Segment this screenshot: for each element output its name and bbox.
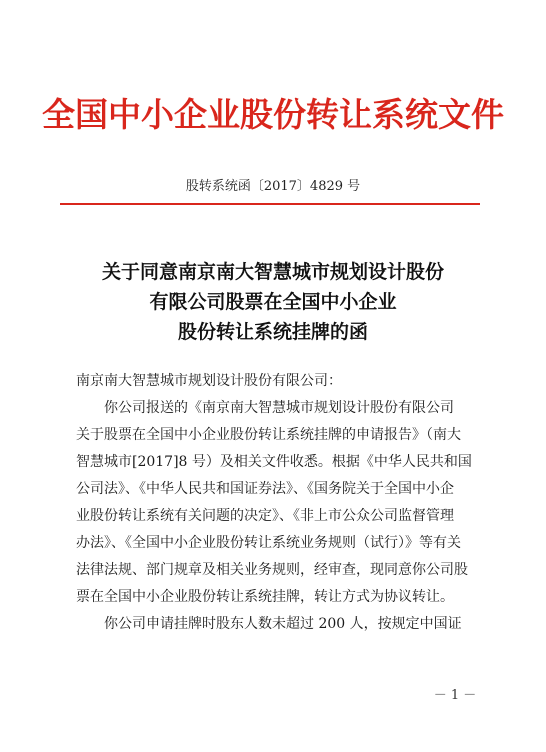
red-separator-line (60, 203, 480, 205)
letter-body (76, 368, 478, 638)
salutation (76, 368, 478, 395)
document-number: 股转系统函〔2017〕4829 号 (185, 179, 361, 194)
masthead-title: 全国中小企业股份转让系统文件 (42, 95, 504, 134)
paragraph-1-line: 业股份转让系统有关问题的决定》、《非上市公众公司监督管理 (76, 508, 454, 524)
paragraph-1-line: 你公司报送的《南京南大智慧城市规划设计股份有限公司 (104, 400, 454, 416)
salutation-text: 南京南大智慧城市规划设计股份有限公司： (76, 373, 342, 389)
letter-title-line-2: 有限公司股票在全国中小企业 (149, 291, 397, 313)
paragraph-1 (76, 395, 478, 611)
paragraph-1-line: 票在全国中小企业股份转让系统挂牌，转让方式为协议转让。 (76, 589, 454, 605)
page-number: － 1 － (433, 688, 477, 703)
paragraph-2-line: 你公司申请挂牌时股东人数未超过 200 人，按规定中国证 (104, 616, 462, 632)
paragraph-1-line: 法律法规、部门规章及相关业务规则，经审查，现同意你公司股 (76, 562, 468, 578)
paragraph-1-line: 智慧城市[2017]8 号）及相关文件收悉。根据《中华人民共和国 (76, 454, 472, 470)
paragraph-1-line: 关于股票在全国中小企业股份转让系统挂牌的申请报告》（南大 (76, 427, 461, 443)
letter-title-line-3: 股份转让系统挂牌的函 (177, 321, 368, 343)
paragraph-2 (76, 611, 478, 638)
paragraph-1-line: 办法》、《全国中小企业股份转让系统业务规则（试行）》等有关 (76, 535, 461, 551)
letter-title (0, 257, 546, 347)
paragraph-1-line: 公司法》、《中华人民共和国证券法》、《国务院关于全国中小企 (76, 481, 454, 497)
letter-title-line-1: 关于同意南京南大智慧城市规划设计股份 (101, 261, 444, 283)
